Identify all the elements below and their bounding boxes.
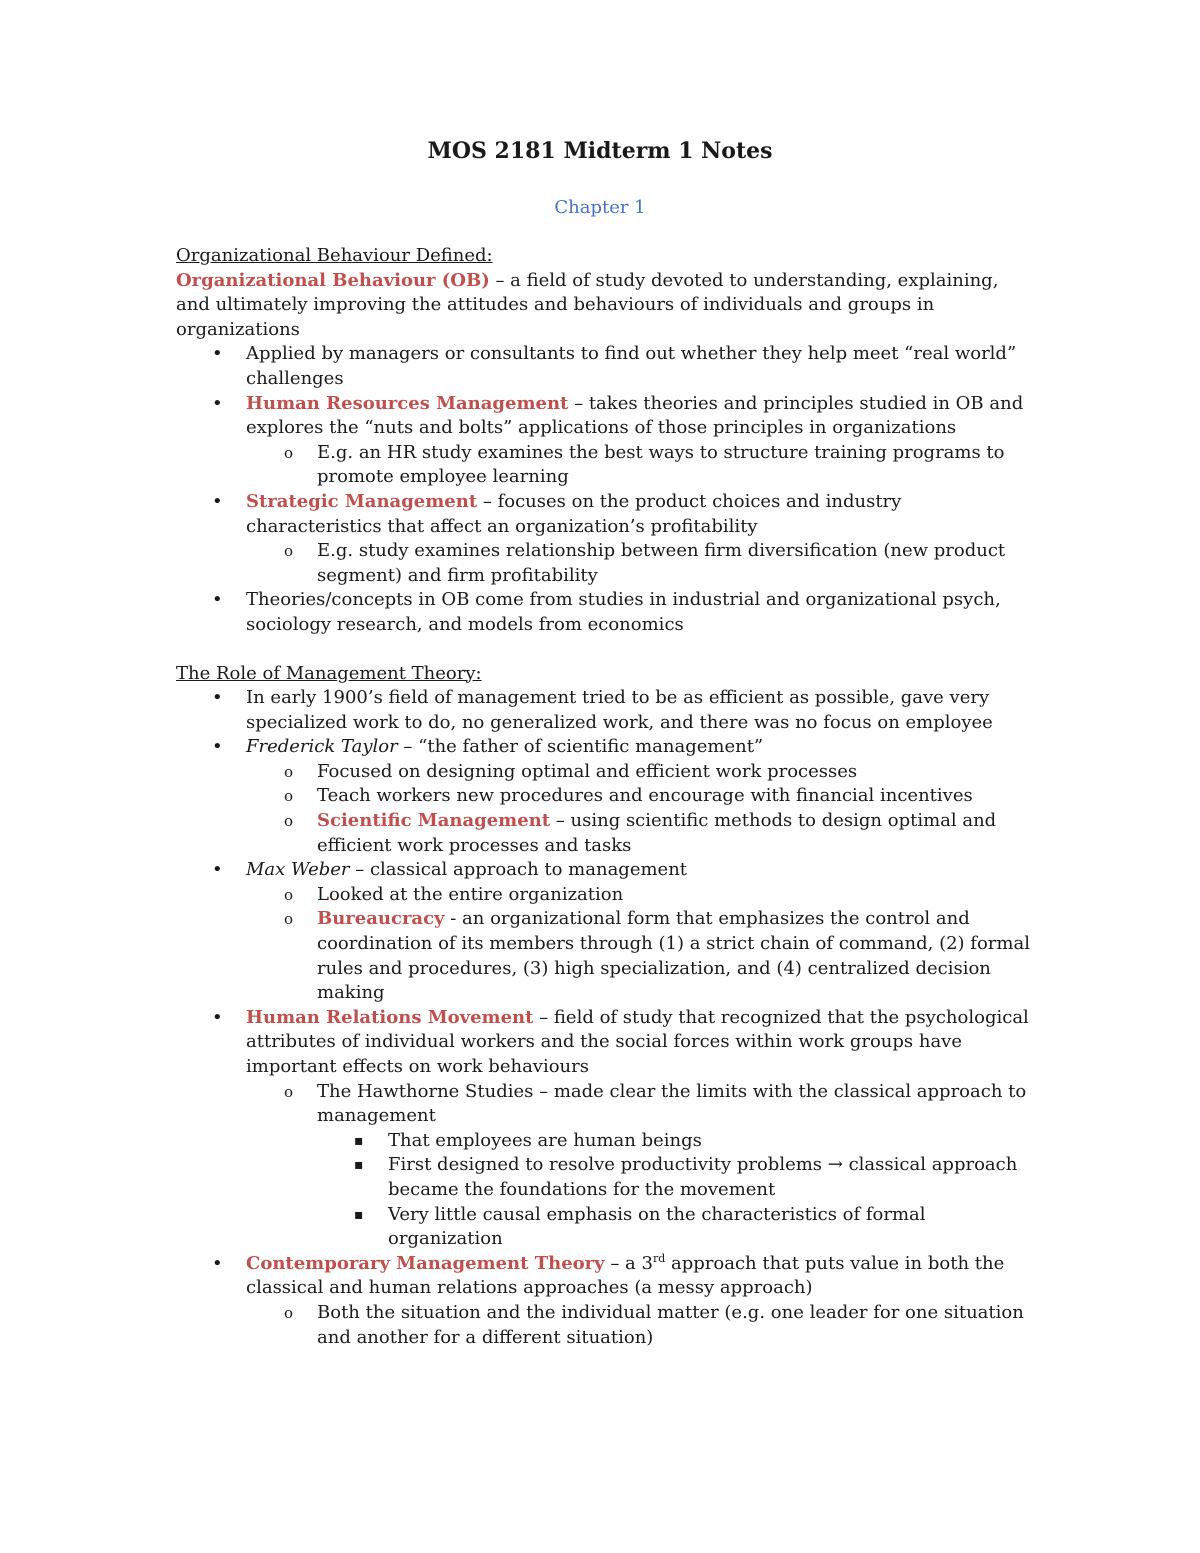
list-item <box>176 392 1036 441</box>
list-item-text: E.g. an HR study examines the best ways to structure training programs to promote employee learning <box>317 441 1005 488</box>
section-heading-ob-defined: Organizational Behaviour Defined: <box>176 245 493 266</box>
definition-text: – a field of study devoted to understanding, explaining, and ultimately improving the attitudes and behaviours of individuals and groups in organizations <box>176 269 999 340</box>
ob-definition <box>176 269 1036 343</box>
list-item-text: classical approach became the foundations for the movement <box>388 1154 1018 1200</box>
sub-list-item <box>176 760 1036 785</box>
term-organizational-behaviour: Organizational Behaviour (OB) <box>176 269 490 291</box>
ordinal-superscript: rd <box>652 1251 666 1265</box>
term-bureaucracy: Bureaucracy <box>317 908 445 930</box>
list-item-text: – focuses on the product choices and industry characteristics that affect an organization’s profitability <box>246 490 902 537</box>
list-item-text: – takes theories and principles studied in OB and explores the “nuts and bolts” applications of those principles in organizations <box>246 392 1024 439</box>
list-item-text: Both the situation and the individual matter (e.g. one leader for one situation and another for a different situation) <box>317 1301 1024 1348</box>
list-item <box>176 1006 1036 1080</box>
list-item <box>176 735 1036 760</box>
list-item-text: – field of study that recognized that the psychological attributes of individual workers and the social forces within work groups have important effects on work behaviours <box>246 1006 1029 1077</box>
list-item-text: That employees are human beings <box>388 1129 702 1151</box>
document-title: MOS 2181 Midterm 1 Notes <box>427 138 773 164</box>
list-item-text: - an organizational form that emphasizes the control and coordination of its members through (1) a strict chain of command, (2) formal rules and procedures, (3) high specialization, and (4) centralized decision making <box>317 908 1030 1004</box>
list-item-text: – using scientific methods to design optimal and efficient work processes and tasks <box>317 810 997 856</box>
bullet-icon: • <box>212 736 223 758</box>
name-frederick-taylor: Frederick Taylor <box>246 736 398 758</box>
circle-bullet-icon: o <box>284 787 294 806</box>
bullet-icon: • <box>212 687 223 709</box>
bullet-icon: • <box>212 589 223 611</box>
document-body <box>176 244 1036 1350</box>
list-item-text: approach that puts value in both the classical and human relations approaches (a messy approach) <box>246 1252 1005 1299</box>
circle-bullet-icon: o <box>284 885 294 904</box>
list-item-text: E.g. study examines relationship between firm diversification (new product segment) and firm profitability <box>317 540 1006 586</box>
sub-list-item <box>176 1301 1036 1350</box>
list-item-text: First designed to resolve productivity problems <box>388 1154 828 1176</box>
circle-bullet-icon: o <box>284 910 294 929</box>
list-item-text: Focused on designing optimal and efficient work processes <box>317 760 858 782</box>
list-item-text: The Hawthorne Studies – made clear the limits with the classical approach to management <box>317 1080 1027 1127</box>
bullet-icon: • <box>212 1006 223 1028</box>
list-item <box>176 686 1036 735</box>
list-item-text: – a 3 <box>604 1252 653 1274</box>
sub-list-item <box>176 1080 1036 1129</box>
term-contemporary-management-theory: Contemporary Management Theory <box>246 1252 605 1274</box>
sub-list-item <box>176 883 1036 908</box>
chapter-heading: Chapter 1 <box>554 197 646 218</box>
bullet-icon: • <box>212 490 223 512</box>
term-scientific-management: Scientific Management <box>317 810 551 832</box>
list-item-text: Teach workers new procedures and encourage with financial incentives <box>317 785 973 807</box>
section-heading-management-theory: The Role of Management Theory: <box>176 662 482 684</box>
list-item <box>176 1252 1036 1301</box>
list-item-text: – classical approach to management <box>349 859 688 881</box>
list-item-text: In early 1900’s field of management tried to be as efficient as possible, gave very specialized work to do, no generalized work, and there was no focus on employee <box>246 687 993 733</box>
square-bullet-icon: ▪ <box>354 1132 364 1149</box>
bullet-icon: • <box>212 1252 223 1274</box>
name-max-weber: Max Weber <box>246 859 350 881</box>
term-strategic-management: Strategic Management <box>246 490 478 512</box>
list-item <box>176 858 1036 883</box>
sub-sub-list-item <box>176 1129 1036 1154</box>
circle-bullet-icon: o <box>284 443 294 462</box>
list-item <box>176 342 1036 391</box>
list-item-text: – “the father of scientific management” <box>397 736 764 758</box>
circle-bullet-icon: o <box>284 812 294 831</box>
arrow-right-icon: → <box>827 1154 843 1176</box>
square-bullet-icon: ▪ <box>354 1157 364 1174</box>
sub-list-item <box>176 809 1036 858</box>
circle-bullet-icon: o <box>284 762 294 781</box>
list-item-text: Very little causal emphasis on the characteristics of formal organization <box>388 1203 926 1250</box>
term-human-resources-management: Human Resources Management <box>246 392 569 414</box>
sub-list-item <box>176 539 1036 588</box>
sub-sub-list-item <box>176 1153 1036 1202</box>
square-bullet-icon: ▪ <box>354 1206 364 1223</box>
term-human-relations-movement: Human Relations Movement <box>246 1006 534 1028</box>
list-item-text: Applied by managers or consultants to find out whether they help meet “real world” challenges <box>246 343 1017 389</box>
sub-list-item <box>176 441 1036 490</box>
circle-bullet-icon: o <box>284 1082 294 1101</box>
sub-list-item <box>176 784 1036 809</box>
list-item <box>176 588 1036 637</box>
circle-bullet-icon: o <box>284 1303 294 1322</box>
list-item-text: Looked at the entire organization <box>317 883 624 905</box>
list-item-text: Theories/concepts in OB come from studies in industrial and organizational psych, sociology research, and models from economics <box>246 589 1001 635</box>
bullet-icon: • <box>212 859 223 881</box>
bullet-icon: • <box>212 392 223 414</box>
sub-list-item <box>176 907 1036 1005</box>
bullet-icon: • <box>212 343 223 365</box>
section-spacer <box>176 638 1036 662</box>
circle-bullet-icon: o <box>284 542 294 561</box>
sub-sub-list-item <box>176 1203 1036 1252</box>
list-item <box>176 490 1036 539</box>
